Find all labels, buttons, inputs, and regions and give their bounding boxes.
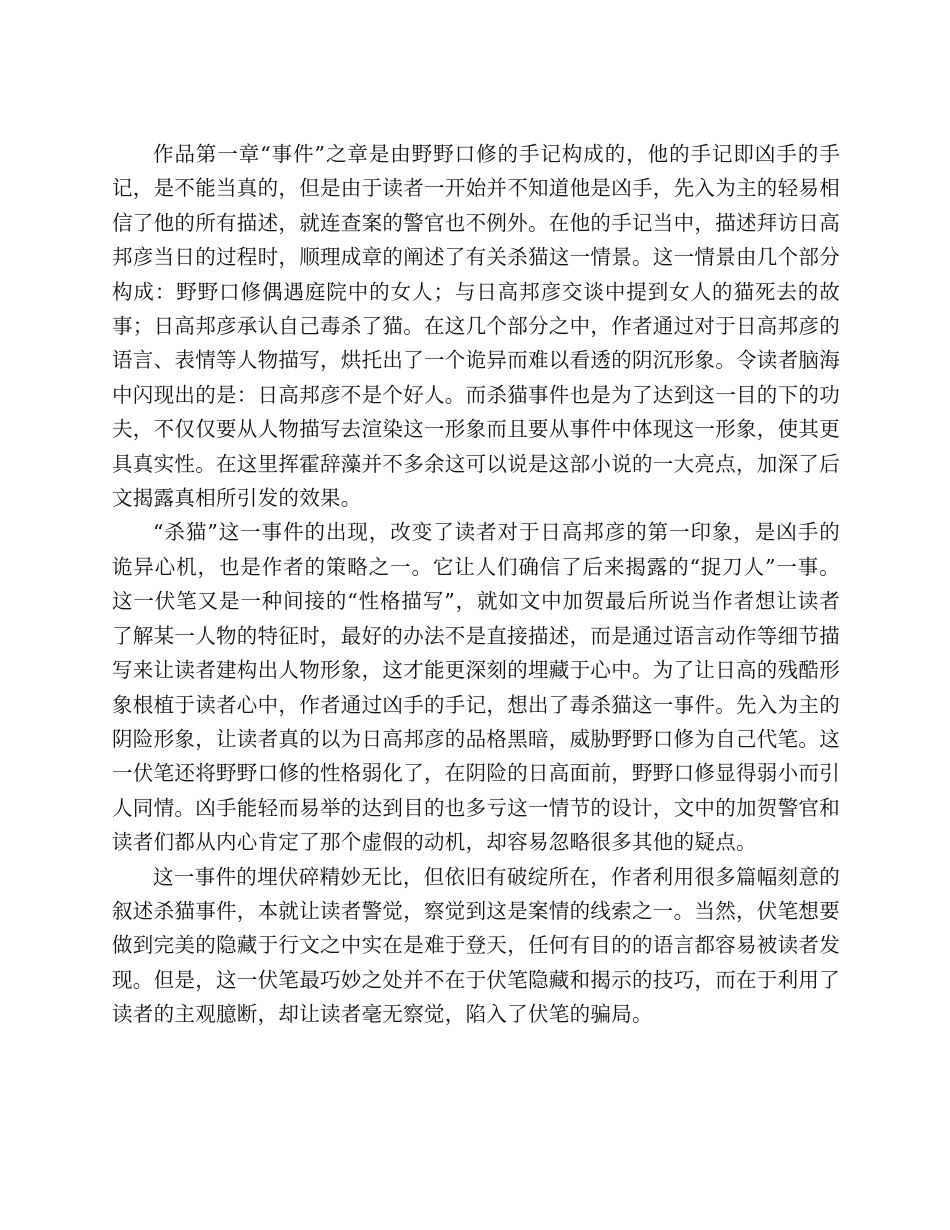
document-page xyxy=(112,137,840,1032)
paragraph-1: 作品第一章“事件”之章是由野野口修的手记构成的，他的手记即凶手的手记，是不能当真的，但是由于读者一开始并不知道他是凶手，先入为主的轻易相信了他的所有描述，就连查案的警官也不例外。在他的手记当中，描述拜访日高邦彦当日的过程时，顺理成章的阐述了有关杀猫这一情景。这一情景由几个部分构成：野野口修偶遇庭院中的女人；与日高邦彦交谈中提到女人的猫死去的故事；日高邦彦承认自己毒杀了猫。在这几个部分之中，作者通过对于日高邦彦的语言、表情等人物描写，烘托出了一个诡异而难以看透的阴沉形象。令读者脑海中闪现出的是：日高邦彦不是个好人。而杀猫事件也是为了达到这一目的下的功夫，不仅仅要从人物描写去渲染这一形象而且要从事件中体现这一形象，使其更具真实性。在这里挥霍辞藻并不多余这可以说是这部小说的一大亮点，加深了后文揭露真相所引发的效果。 xyxy=(112,142,840,511)
paragraph-3: 这一事件的埋伏碎精妙无比，但依旧有破绽所在，作者利用很多篇幅刻意的叙述杀猫事件，本就让读者警觉，察觉到这是案情的线索之一。当然，伏笔想要做到完美的隐藏于行文之中实在是难于登天，任何有目的的语言都容易被读者发现。但是，这一伏笔最巧妙之处并不在于伏笔隐藏和揭示的技巧，而在于利用了读者的主观臆断，却让读者毫无察觉，陷入了伏笔的骗局。 xyxy=(112,864,840,1027)
paragraph-2: “杀猫”这一事件的出现，改变了读者对于日高邦彦的第一印象，是凶手的诡异心机，也是作者的策略之一。它让人们确信了后来揭露的“捉刀人”一事。这一伏笔又是一种间接的“性格描写”，就如文中加贺最后所说当作者想让读者了解某一人物的特征时，最好的办法不是直接描述，而是通过语言动作等细节描写来让读者建构出人物形象，这才能更深刻的埋藏于心中。为了让日高的残酷形象根植于读者心中，作者通过凶手的手记，想出了毒杀猫这一事件。先入为主的阴险形象，让读者真的以为日高邦彦的品格黑暗，威胁野野口修为自己代笔。这一伏笔还将野野口修的性格弱化了，在阴险的日高面前，野野口修显得弱小而引人同情。凶手能轻而易举的达到目的也多亏这一情节的设计，文中的加贺警官和读者们都从内心肯定了那个虚假的动机，却容易忽略很多其他的疑点。 xyxy=(112,520,840,855)
